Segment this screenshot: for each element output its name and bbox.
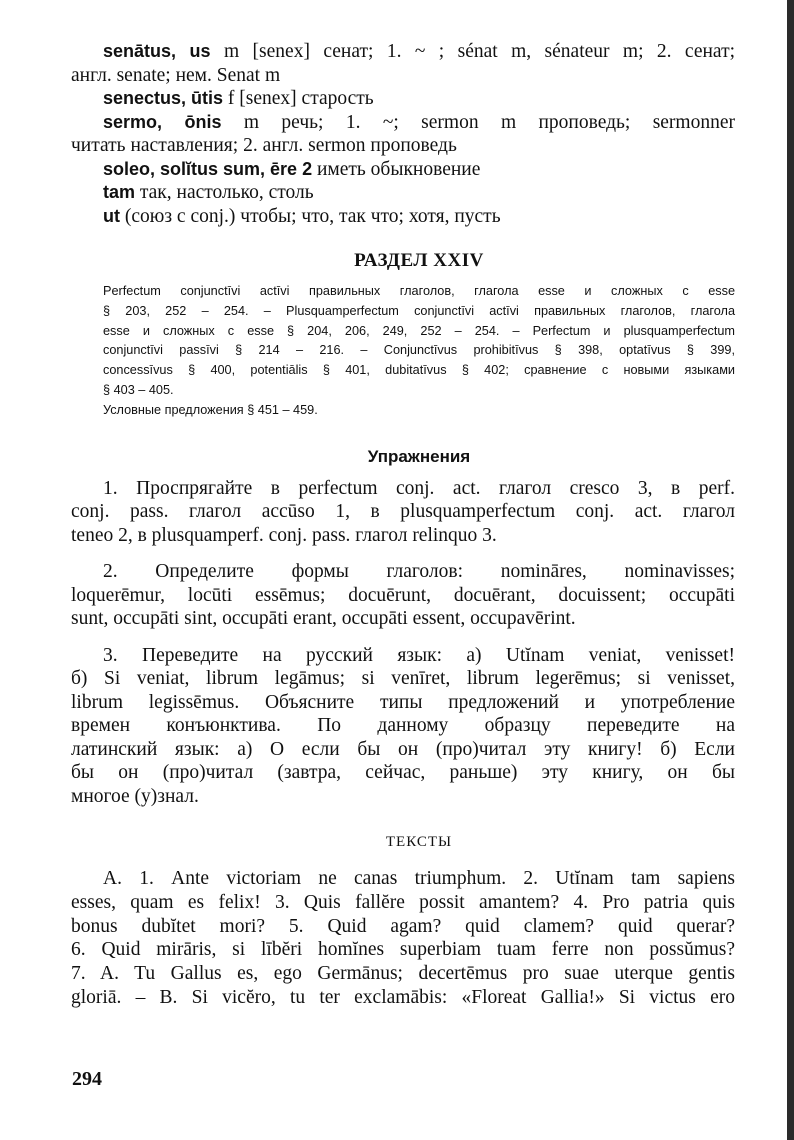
headword: senātus, us: [103, 41, 211, 61]
exercise-text: loquerēmur, locūti essēmus; docuērunt, docuērant, docuissent; occupāti: [71, 584, 735, 606]
text-line: 7. A. Tu Gallus es, ego Germānus; decertēmus pro suae uterque gentis: [71, 963, 735, 985]
vocab-entry-ut: [71, 205, 735, 229]
exercise-number: 3.: [103, 644, 118, 666]
entry-text: f [senex] старость: [223, 88, 374, 109]
exercise-text: Определите формы глаголов: nomināres, nominavisses;: [117, 561, 735, 583]
grammar-ref-conditional: Условные предложения § 451 – 459.: [103, 402, 318, 417]
headword: senectus, ūtis: [103, 88, 224, 108]
section-title: РАЗДЕЛ XXIV: [354, 250, 484, 271]
page-number: 294: [72, 1068, 102, 1090]
grammar-ref-line: Perfectum conjunctīvi actīvi правильных глаголов, глагола esse и сложных с esse: [103, 284, 735, 298]
headword: soleo, solĭtus sum, ēre 2: [103, 158, 313, 179]
scan-edge: [787, 0, 794, 1140]
text-line: gloriā. – B. Si vicĕro, tu ter exclamābis: «Floreat Gallia!» Si victus ero: [71, 987, 735, 1009]
grammar-ref-line: § 403 – 405.: [103, 382, 174, 397]
headword: sermo, ōnis: [103, 111, 222, 132]
exercise-text: Переведите на русский язык: а) Utĭnam veniat, venisset!: [117, 644, 735, 666]
headword: tam: [103, 182, 136, 202]
text-line: 6. Quid mirāris, si lībĕri homĭnes superbiam tuam ferre non possŭmus?: [71, 939, 735, 961]
entry-text: m речь; 1. ~; sermon m проповедь; sermonner: [221, 111, 735, 133]
entry-text: иметь обыкновение: [312, 158, 481, 180]
exercise-number: 1.: [103, 477, 118, 499]
grammar-ref-line: § 203, 252 – 254. – Plusquamperfectum conjunctīvi actīvi правильных глаголов, глагола: [103, 303, 735, 318]
vocab-entry-tam: [71, 181, 735, 205]
vocab-entry-senectus: [71, 87, 735, 111]
grammar-references: [103, 282, 735, 421]
exercise-text: времен конъюнктива. По данному образцу переведите на: [71, 715, 735, 737]
exercise-text: librum legissēmus. Объясните типы предложений и употребление: [71, 691, 735, 713]
exercises-title: Упражнения: [367, 446, 471, 466]
exercise-text: sunt, occupāti sint, occupāti erant, occupāti essent, occupavērint.: [71, 608, 576, 630]
vocab-entry-senatus: [71, 40, 735, 87]
exercise-text: conj. pass. глагол accūso 1, в plusquamperfectum conj. act. глагол: [71, 501, 735, 523]
vocab-entry-soleo: [71, 158, 735, 182]
exercise-text: б) Si veniat, librum legāmus; si venīret, librum legerēmus; si venisset,: [71, 668, 735, 690]
exercise-1: [71, 477, 735, 548]
entry-text: так, настолько, столь: [135, 182, 314, 203]
exercise-text: teneo 2, в plusquamperf. conj. pass. глагол relinquo 3.: [71, 524, 497, 546]
vocab-entry-sermo: [71, 111, 735, 158]
entry-text: (союз с conj.) чтобы; что, так что; хотя, пусть: [120, 205, 501, 227]
exercise-text: Проспрягайте в perfectum conj. act. глагол cresco 3, в perf.: [117, 477, 735, 499]
text-line: bonus dubĭtet mori? 5. Quid agam? quid clamem? quid querar?: [71, 915, 735, 937]
entry-text: англ. senate; нем. Senat m: [71, 64, 281, 86]
exercise-number: 2.: [103, 561, 118, 583]
text-line: esses, quam es felix! 3. Quis fallĕre possit amantem? 4. Pro patria quis: [71, 891, 735, 913]
texts-title: ТЕКСТЫ: [385, 834, 453, 851]
exercise-text: латинский язык: а) О если бы он (про)читал эту книгу! б) Если: [71, 738, 735, 760]
headword: ut: [103, 205, 120, 226]
exercise-2: [71, 560, 735, 631]
page-content: [71, 40, 736, 1010]
exercise-3: [71, 644, 735, 809]
exercise-text: бы он (про)читал (завтра, сейчас, раньше) эту книгу, он бы: [71, 762, 735, 784]
exercise-text: многое (у)знал.: [71, 785, 199, 807]
entry-text: m [senex] сенат; 1. ~ ; sénat m, sénateur m; 2. сенат;: [210, 41, 736, 62]
entry-text: читать наставления; 2. англ. sermon проповедь: [71, 135, 457, 156]
grammar-ref-line: conjunctīvi passīvi § 214 – 216. – Conjunctīvus prohibitīvus § 398, optatīvus § 399,: [103, 343, 735, 358]
grammar-ref-line: esse и сложных с esse § 204, 206, 249, 252 – 254. – Perfectum и plusquamperfectum: [103, 323, 735, 338]
latin-texts: [71, 867, 735, 1010]
grammar-ref-line: concessīvus § 400, potentiālis § 401, dubitatīvus § 402; сравнение с новыми языками: [103, 363, 735, 378]
text-line: А. 1. Ante victoriam ne canas triumphum. 2. Utĭnam tam sapiens: [103, 868, 735, 890]
